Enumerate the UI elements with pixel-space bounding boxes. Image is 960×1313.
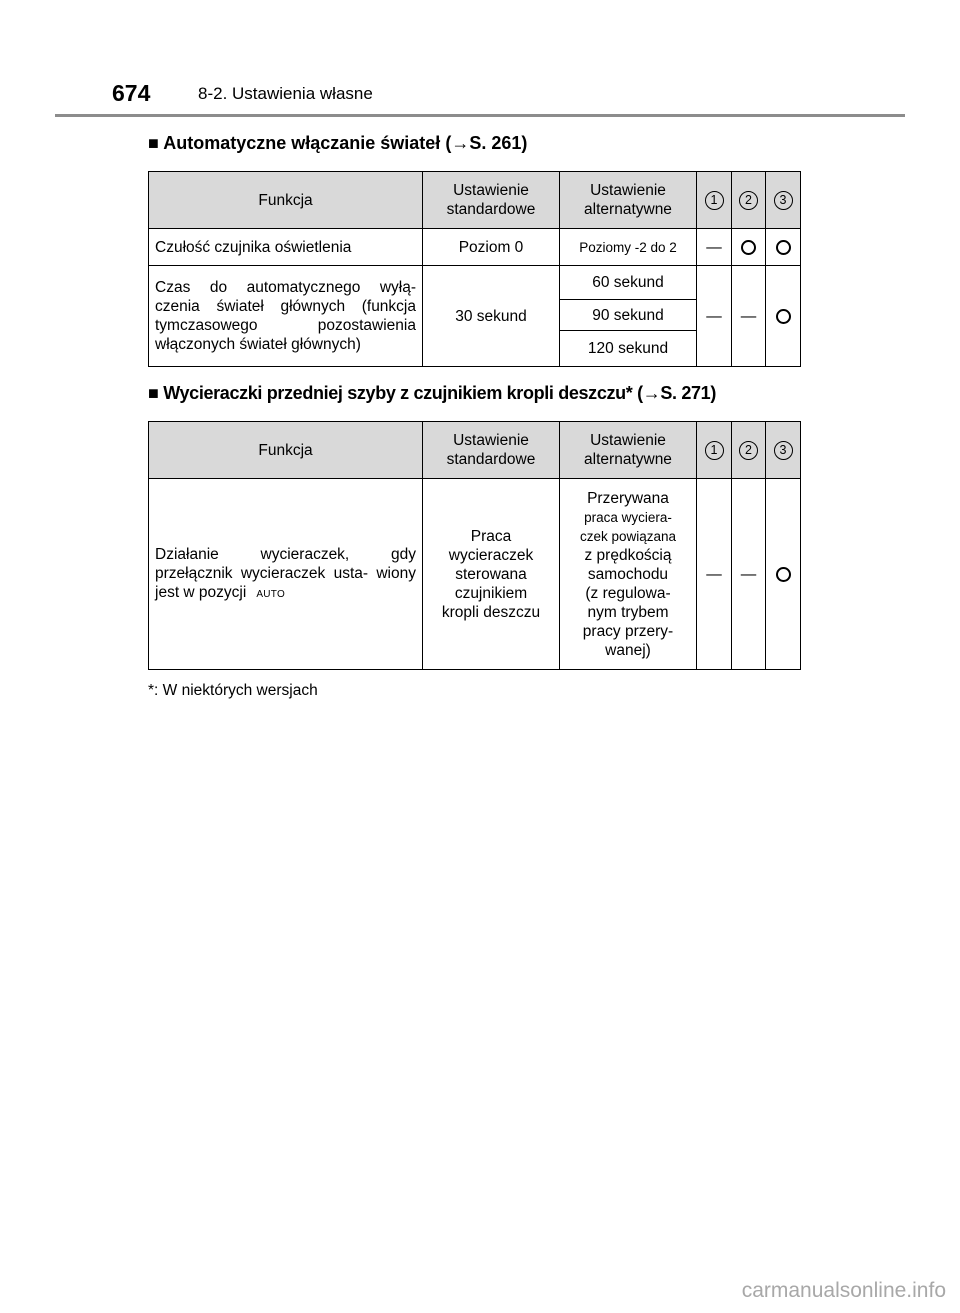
page-header — [112, 80, 904, 116]
heading-page-ref[interactable]: S. 271) — [660, 383, 716, 403]
cell-standard: Praca wycieraczek sterowana czujnikiem kropli deszczu — [423, 479, 560, 670]
col-header-function: Funkcja — [149, 422, 423, 479]
table-row — [149, 266, 801, 300]
col-header-alternative: Ustawienie alternatywne — [560, 422, 697, 479]
circled-1-icon: 1 — [705, 441, 724, 460]
heading-auto-headlights — [148, 133, 527, 154]
cell-alternative-option: 90 sekund — [560, 300, 697, 331]
arrow-right-icon: → — [642, 383, 661, 403]
cell-mark-2: — — [732, 479, 766, 670]
circled-3-icon: 3 — [774, 441, 793, 460]
table-header-row — [149, 422, 801, 479]
heading-text: Automatyczne włączanie świateł ( — [163, 133, 452, 153]
cell-mark-2: — — [732, 266, 766, 367]
cell-standard: Poziom 0 — [423, 229, 560, 266]
square-bullet-icon: ■ — [148, 383, 159, 403]
cell-function: Czas do automatycznego wyłą- czenia świateł głównych (funkcja tymczasowego pozostawienia włączonych świateł głównych) — [149, 266, 423, 367]
cell-alternative: Przerywana praca wyciera- czek powiązana z prędkością samochodu (z regulowa- nym trybem pracy przery- wanej) — [560, 479, 697, 670]
col-header-2 — [732, 172, 766, 229]
cell-mark-3 — [766, 266, 801, 367]
circled-1-icon: 1 — [705, 191, 724, 210]
arrow-right-icon: → — [451, 133, 470, 153]
footnote: *: W niektórych wersjach — [148, 682, 318, 699]
cell-alternative-option: 60 sekund — [560, 266, 697, 300]
col-header-standard: Ustawienie standardowe — [423, 172, 560, 229]
col-header-alternative: Ustawienie alternatywne — [560, 172, 697, 229]
circle-mark-icon — [741, 240, 756, 255]
cell-alternative-option: 120 sekund — [560, 331, 697, 367]
col-header-3 — [766, 422, 801, 479]
cell-standard: 30 sekund — [423, 266, 560, 367]
cell-alternative: Poziomy -2 do 2 — [560, 229, 697, 266]
table-row — [149, 479, 801, 670]
settings-table-wipers — [148, 421, 801, 670]
circled-2-icon: 2 — [739, 191, 758, 210]
settings-table-headlights — [148, 171, 801, 367]
col-header-3 — [766, 172, 801, 229]
cell-mark-3 — [766, 479, 801, 670]
cell-mark-1: — — [697, 266, 732, 367]
table-header-row — [149, 172, 801, 229]
col-header-2 — [732, 422, 766, 479]
cell-function: Działanie wycieraczek, gdy przełącznik wycieraczek usta- wiony jest w pozycji AUTO — [149, 479, 423, 670]
circle-mark-icon — [776, 567, 791, 582]
heading-rain-sensing-wipers — [148, 383, 716, 404]
col-header-1 — [697, 422, 732, 479]
square-bullet-icon: ■ — [148, 133, 159, 153]
cell-function: Czułość czujnika oświetlenia — [149, 229, 423, 266]
col-header-1 — [697, 172, 732, 229]
auto-position-label: AUTO — [256, 588, 286, 600]
col-header-function: Funkcja — [149, 172, 423, 229]
col-header-standard: Ustawienie standardowe — [423, 422, 560, 479]
watermark: carmanualsonline.info — [741, 1279, 946, 1302]
page-number: 674 — [112, 80, 151, 106]
cell-mark-1: — — [697, 479, 732, 670]
cell-mark-3 — [766, 229, 801, 266]
section-title: 8-2. Ustawienia własne — [198, 84, 373, 103]
circled-2-icon: 2 — [739, 441, 758, 460]
circle-mark-icon — [776, 240, 791, 255]
heading-page-ref[interactable]: S. 261) — [469, 133, 528, 153]
circle-mark-icon — [776, 309, 791, 324]
header-divider — [55, 114, 905, 117]
cell-mark-1: — — [697, 229, 732, 266]
table-row — [149, 229, 801, 266]
cell-mark-2 — [732, 229, 766, 266]
heading-text: Wycieraczki przedniej szyby z czujnikiem kropli deszczu* ( — [163, 383, 643, 403]
circled-3-icon: 3 — [774, 191, 793, 210]
